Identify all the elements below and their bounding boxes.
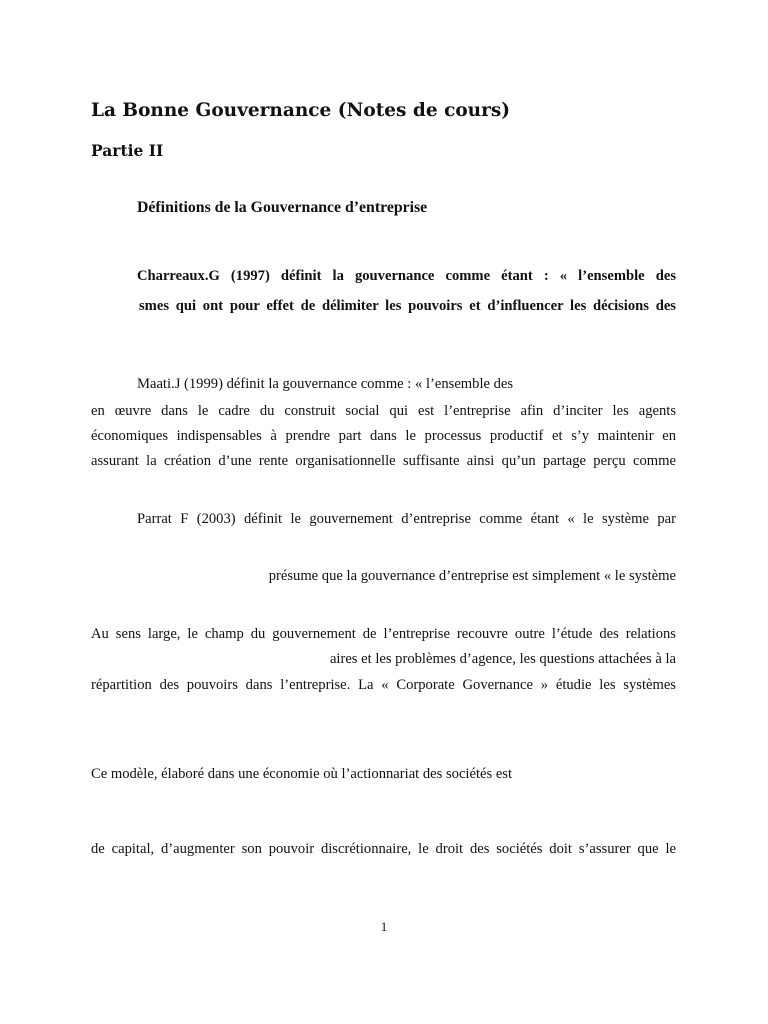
- paragraph-line: répartition des pouvoirs dans l’entreprise. La « Corporate Governance » étudie les systèmes: [91, 677, 676, 693]
- paragraph-line: smes qui ont pour effet de délimiter les pouvoirs et d’influencer les décisions des: [139, 298, 676, 314]
- paragraph-line: assurant la création d’une rente organisationnelle suffisante ainsi qu’un partage perçu comme: [91, 453, 676, 469]
- page-number: 1: [380, 919, 388, 934]
- paragraph-line: Maati.J (1999) définit la gouvernance comme : « l’ensemble des: [137, 376, 514, 392]
- paragraph-line: en œuvre dans le cadre du construit social qui est l’entreprise afin d’inciter les agents: [91, 403, 676, 419]
- document-title: La Bonne Gouvernance (Notes de cours): [91, 100, 511, 121]
- paragraph-line: Au sens large, le champ du gouvernement de l’entreprise recouvre outre l’étude des relations: [91, 626, 676, 642]
- paragraph-line: présume que la gouvernance d’entreprise est simplement « le système: [268, 568, 676, 584]
- paragraph-line: Charreaux.G (1997) définit la gouvernance comme étant : « l’ensemble des: [137, 268, 676, 284]
- section-heading: Définitions de la Gouvernance d’entreprise: [137, 199, 428, 216]
- paragraph-line: de capital, d’augmenter son pouvoir discrétionnaire, le droit des sociétés doit s’assurer que le: [91, 841, 676, 857]
- paragraph-line: Parrat F (2003) définit le gouvernement d’entreprise comme étant « le système par: [137, 511, 676, 527]
- paragraph-line: aires et les problèmes d’agence, les questions attachées à la: [329, 651, 676, 667]
- part-heading: Partie II: [91, 141, 164, 160]
- paragraph-line: Ce modèle, élaboré dans une économie où l’actionnariat des sociétés est: [91, 766, 513, 782]
- paragraph-line: économiques indispensables à prendre part dans le processus productif et s’y maintenir en: [91, 428, 676, 444]
